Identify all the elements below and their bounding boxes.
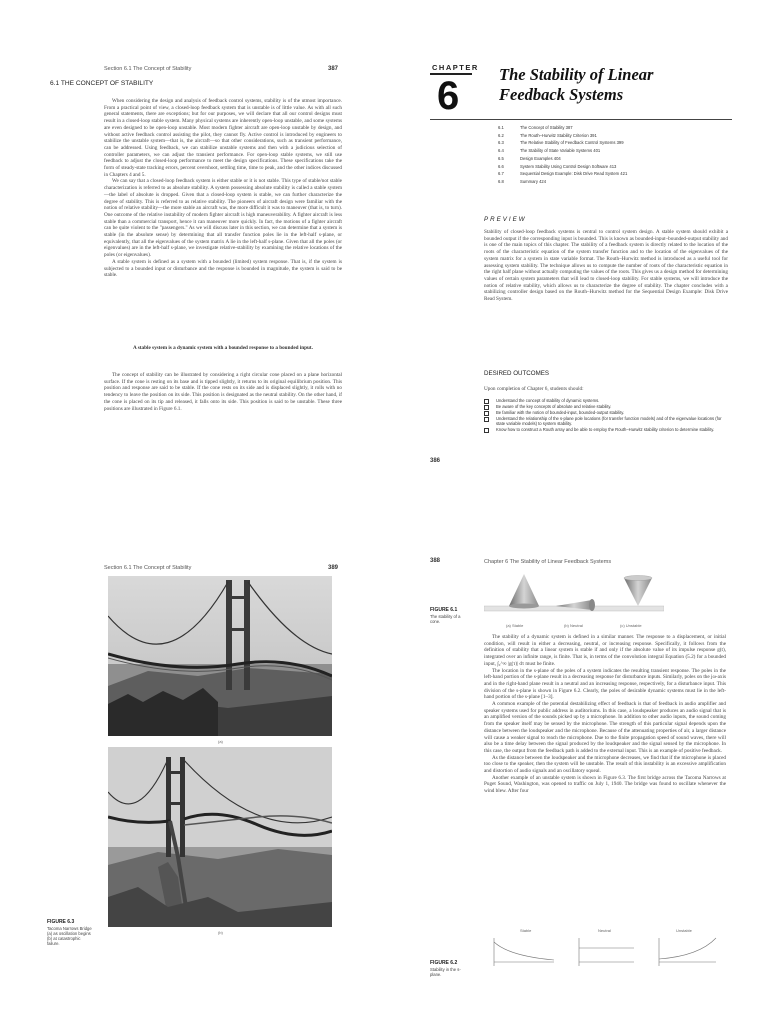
paragraph: The stability of a dynamic system is defined in a similar manner. The response to a displacement, or initial condition, will result in either a decreasing, neutral, or increasing response. Specifically, it follows from the definition of stability that a linear system is stable if and only if the absolute value of its impulse response g(t), integrated over an infinite range, is finite. That is, in terms of the convolution integral Equation (5.2) for a bounded input, ∫₀^∞ |g(τ)| dτ must be finite.: [484, 634, 726, 667]
figure-label: FIGURE 6.3: [47, 919, 75, 925]
page-number: 386: [430, 458, 441, 464]
page-number: 389: [328, 565, 339, 571]
cone-label-neutral: (b) Neutral: [564, 623, 583, 628]
chapter-title-line2: Feedback Systems: [499, 85, 624, 104]
toc-entry[interactable]: 6.3 The Relative Stability of Feedback Control Systems 399: [498, 140, 624, 146]
paragraph: Stability of closed-loop feedback systems is central to control system design. A stable system should exhibit a bounded output if the corresponding input is bounded. This is known as bounded-input–bounded-output stability and is one of the main topics of this chapter. The stability of a feedback system is directly related to the location of the roots of the characteristic equation of the system transfer function and to the location of the eigenvalues of the system matrix for a system in state variable format. The Routh–Hurwitz method is introduced as a useful tool for assessing system stability. The technique allows us to compute the number of roots of the characteristic equation in the right half plane without actually computing the values of the roots. This gives us a design method for determining values of certain system parameters that will lead to closed-loop stability. For stable systems, we will introduce the notion of relative stability, which allows us to characterize the degree of stability. The chapter concludes with a stabilizing controller design based on the Routh–Hurwitz method for the Sequential Design Example: Disk Drive Read System.: [484, 229, 728, 303]
toc-entry[interactable]: 6.6 System Stability Using Control Design Software 413: [498, 163, 617, 169]
list-item: Know how to construct a Routh array and be able to employ the Routh–Hurwitz stability criterion to determine stability.: [484, 427, 728, 433]
paragraph: A stable system is defined as a system with a bounded (limited) system response. That is, if the system is subjected to a bounded input or disturbance and the response is bounded in magnitude, the system is said to be stable.: [104, 258, 342, 279]
page-387: [0, 0, 384, 512]
s-plane-figure: [484, 926, 726, 970]
list-item: Be familiar with the notion of bounded-input, bounded-output stability.: [484, 410, 728, 416]
running-header: Section 6.1 The Concept of Stability: [104, 565, 192, 571]
paragraph: Another example of an unstable system is shown in Figure 6.3. The first bridge across the Tacoma Narrows at Puget Sound, Washington, was opened to traffic on July 1, 1940. The bridge was found to oscillate whenever the wind blew. After four: [484, 774, 726, 795]
section-heading: 6.1 THE CONCEPT OF STABILITY: [50, 80, 154, 87]
figure-caption: Tacoma Narrows Bridge (a) as oscillation begins (b) at catastrophic failure.: [47, 926, 92, 946]
definition-callout: A stable system is a dynamic system with a bounded response to a bounded input.: [133, 345, 313, 351]
toc-entry[interactable]: 6.5 Design Examples 404: [498, 155, 561, 161]
list-item: Understand the relationship of the s-plane pole locations (for transfer function models) and of the eigenvalue locations (for state variable models) to system stability.: [484, 416, 728, 427]
figure-caption: The stability of a cone.: [430, 614, 461, 624]
toc-entry[interactable]: 6.8 Summary 424: [498, 178, 547, 184]
figure-label: FIGURE 6.1: [430, 607, 458, 613]
body-text: [484, 634, 726, 795]
outcomes-heading: DESIRED OUTCOMES: [484, 370, 549, 377]
bridge-photo-b-image: [108, 747, 332, 927]
cone-label-stable: (a) Stable: [506, 623, 524, 628]
paragraph: As the distance between the loudspeaker and the microphone decreases, we find that if the microphone is placed too close to the speaker, then the system will be unstable. The result of this instability is an excessive amplification and distortion of audio signals and an oscillatory squeal.: [484, 754, 726, 775]
cones-illustration: [484, 572, 664, 620]
s-plane-label-stable: Stable: [520, 928, 532, 933]
subfigure-label-a: (a): [218, 739, 223, 744]
toc-entry[interactable]: 6.4 The Stability of State Variable Systems 401: [498, 148, 601, 154]
bridge-photo-a-image: [108, 576, 332, 736]
paragraph: When considering the design and analysis of feedback control systems, stability is of the utmost importance. From a practical point of view, a closed-loop feedback system that is unstable is of little value. As with all such general statements, there are exceptions; but for our purposes, we will declare that all our control designs must result in a closed-loop stable system. Many physical systems are inherently open-loop unstable, and some systems are even designed to be open-loop unstable. Most modern fighter aircraft are open-loop unstable by design, and without active feedback control assisting the pilot, they cannot fly. Active control is introduced by engineers to stabilize the unstable system—that is, the aircraft—so that other considerations, such as transient performance, can be addressed. Using feedback, we can stabilize unstable systems and then with a judicious selection of controller parameters, we can adjust the transient performance. For open-loop stable systems, we still use feedback to adjust the closed-loop performance to meet the design specifications. These specifications take the form of steady-state tracking errors, percent overshoot, settling time, time to peak, and the other indices discussed in Chapters 4 and 5.: [104, 98, 342, 178]
table-of-contents: [498, 124, 728, 186]
cone-stability-figure: [484, 572, 664, 620]
chapter-number: 6: [437, 74, 460, 118]
running-header: Chapter 6 The Stability of Linear Feedback Systems: [484, 559, 612, 565]
page-number: 388: [430, 558, 441, 564]
figure-caption: Stability in the s-plane.: [430, 967, 461, 977]
s-plane-label-unstable: Unstable: [676, 928, 692, 933]
subfigure-label-b: (b): [218, 930, 223, 935]
chapter-title-line1: The Stability of Linear: [499, 65, 654, 84]
page-number: 387: [328, 66, 339, 72]
toc-entry[interactable]: 6.7 Sequential Design Example: Disk Drive Read System 421: [498, 171, 628, 177]
page-386: [384, 0, 768, 512]
toc-entry[interactable]: 6.2 The Routh–Hurwitz Stability Criterion 391: [498, 132, 597, 138]
paragraph: A common example of the potential destabilizing effect of feedback is that of feedback in audio amplifier and speaker systems used for public address in auditoriums. In this case, a loudspeaker produces an audio signal that is an amplified version of the sounds picked up by a microphone. In addition to other audio inputs, the sound coming from the speaker itself may be sensed by the microphone. The strength of this particular signal depends upon the distance between the loudspeaker and the microphone. Because of the attenuating properties of air, a larger distance will cause a weaker signal to reach the microphone. Due to the finite propagation speed of sound waves, there will also be a time delay between the signal produced by the loudspeaker and the signal sensed by the microphone. In this case, the output from the feedback path is added to the external input. This is an example of positive feedback.: [484, 701, 726, 754]
preview-text: [484, 229, 728, 303]
checkbox-icon: [484, 399, 489, 404]
checkbox-icon: [484, 417, 489, 422]
s-plane-label-neutral: Neutral: [598, 928, 611, 933]
chapter-word: CHAPTER: [432, 63, 479, 72]
list-item: Be aware of the key concepts of absolute and relative stability.: [484, 404, 728, 410]
preview-heading: PREVIEW: [484, 216, 527, 223]
checkbox-icon: [484, 411, 489, 416]
page-388: [384, 512, 768, 1024]
body-text-closing: [104, 372, 342, 412]
body-text: [104, 98, 342, 279]
outcomes-intro: Upon completion of Chapter 6, students should:: [484, 386, 584, 392]
paragraph: The location in the s-plane of the poles of a system indicates the resulting transient response. The poles in the left-hand portion of the s-plane result in a decreasing response for disturbance inputs. Similarly, poles on the jω-axis and in the right-hand plane result in a neutral and an increasing response, respectively, for a disturbance input. This division of the s-plane is shown in Figure 6.2. Clearly, the poles of desirable dynamic systems must lie in the left-hand portion of the s-plane [1–3].: [484, 667, 726, 701]
bridge-photo-collapse: [108, 747, 332, 927]
outcomes-list: [484, 398, 728, 433]
paragraph: We can say that a closed-loop feedback system is either stable or it is not stable. This type of stable/not stable characterization is referred to as absolute stability. A system possessing absolute stability is called a stable system—the label of absolute is dropped. Given that a closed-loop system is stable, we can further characterize the degree of stability. This is referred to as relative stability. The pioneers of aircraft design were familiar with the notion of relative stability—the more stable an aircraft was, the more difficult it was to maneuver (that is, to turn). One outcome of the relative instability of modern fighter aircraft is high maneuverability. A fighter aircraft is less stable than a commercial transport, hence it can maneuver more quickly. In fact, the motions of a fighter aircraft can be quite violent to the "passengers." As we will discuss later in this section, we can determine that a system is stable (in the absolute sense) by determining that all transfer function poles lie in the left-half s-plane, or equivalently, that all the eigenvalues of the system matrix A lie in the left-half s-plane. Given that all the poles (or eigenvalues) are in the left-half s-plane, we investigate relative-stability by examining the relative locations of the poles (or eigenvalues).: [104, 178, 342, 259]
checkbox-icon: [484, 428, 489, 433]
cone-label-unstable: (c) Unstable: [620, 623, 642, 628]
chapter-divider: [430, 119, 732, 120]
paragraph: The concept of stability can be illustrated by considering a right circular cone placed on a plane horizontal surface. If the cone is resting on its base and is tipped slightly, it returns to its original equilibrium position. This position and response are said to be stable. If the cone rests on its side and is displaced slightly, it rolls with no tendency to leave the position on its side. This position is designated as the neutral stability. On the other hand, if the cone is placed on its tip and released, it falls onto its side. This position is said to be unstable. These three positions are illustrated in Figure 6.1.: [104, 372, 342, 412]
figure-label: FIGURE 6.2: [430, 960, 458, 966]
list-item: Understand the concept of stability of dynamic systems.: [484, 398, 728, 404]
checkbox-icon: [484, 405, 489, 410]
running-header: Section 6.1 The Concept of Stability: [104, 66, 192, 72]
bridge-photo-oscillation: [108, 576, 332, 736]
toc-entry[interactable]: 6.1 The Concept of Stability 387: [498, 125, 573, 130]
page-389: [0, 512, 384, 1024]
